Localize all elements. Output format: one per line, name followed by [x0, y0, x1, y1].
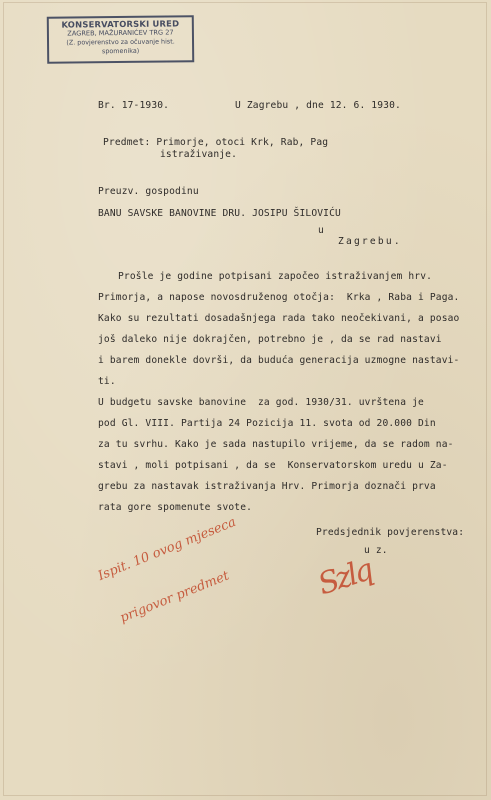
body-line-9: za tu svrhu. Kako je sada nastupilo vrijeme, da se radom na- — [98, 439, 454, 450]
handwritten-signature: Szlq — [313, 552, 376, 603]
signatory-title: Predsjednik povjerenstva: — [316, 527, 465, 538]
body-line-8: pod Gl. VIII. Partija 24 Pozicija 11. svota od 20.000 Din — [98, 418, 436, 429]
office-stamp — [47, 15, 194, 64]
signatory-uz: u z. — [364, 545, 388, 556]
addressee-city: Zagrebu. — [338, 236, 402, 247]
body-line-12: rata gore spomenute svote. — [98, 502, 253, 513]
handwritten-note-line-2: prigovor predmet — [118, 568, 232, 626]
subject-line-2: istraživanje. — [160, 149, 238, 160]
document-number: Br. 17-1930. — [98, 100, 170, 111]
stamp-line-1: KONSERVATORSKI URED — [61, 18, 180, 30]
subject-line-1: Predmet: Primorje, otoci Krk, Rab, Pag — [103, 137, 329, 148]
body-line-6: ti. — [98, 376, 116, 387]
handwritten-note-line-1: Ispit. 10 ovog mjeseca — [96, 514, 239, 584]
addressee-name: BANU SAVSKE BANOVINE DRU. JOSIPU ŠILOVIĆU — [98, 208, 341, 219]
addressee-greeting: Preuzv. gospodinu — [98, 186, 199, 197]
stamp-line-3: (Z. povjerenstvo za očuvanje hist. — [66, 37, 175, 47]
body-line-11: grebu za nastavak istraživanja Hrv. Primorja doznači prva — [98, 481, 436, 492]
body-line-1: Prošle je godine potpisani započeo istraživanjem hrv. — [118, 271, 433, 282]
body-line-7: U budgetu savske banovine za god. 1930/31. uvrštena je — [98, 397, 424, 408]
body-line-2: Primorja, a napose novosdruženog otočja: Krka , Raba i Paga. — [98, 292, 460, 303]
stamp-line-2: ZAGREB, MAŽURANIĆEV TRG 27 — [67, 28, 174, 38]
addressee-u: u — [318, 225, 324, 236]
body-line-3: Kako su rezultati dosadašnjega rada tako neočekivani, a posao — [98, 313, 460, 324]
stamp-line-4: spomenika) — [101, 46, 140, 56]
place-date: U Zagrebu , dne 12. 6. 1930. — [235, 100, 401, 111]
body-line-5: i barem donekle dovrši, da buduća generacija uzmogne nastavi- — [98, 355, 460, 366]
body-line-10: stavi , moli potpisani , da se Konservatorskom uredu u Za- — [98, 460, 448, 471]
body-line-4: još daleko nije dokrajčen, potrebno je , da se rad nastavi — [98, 334, 442, 345]
